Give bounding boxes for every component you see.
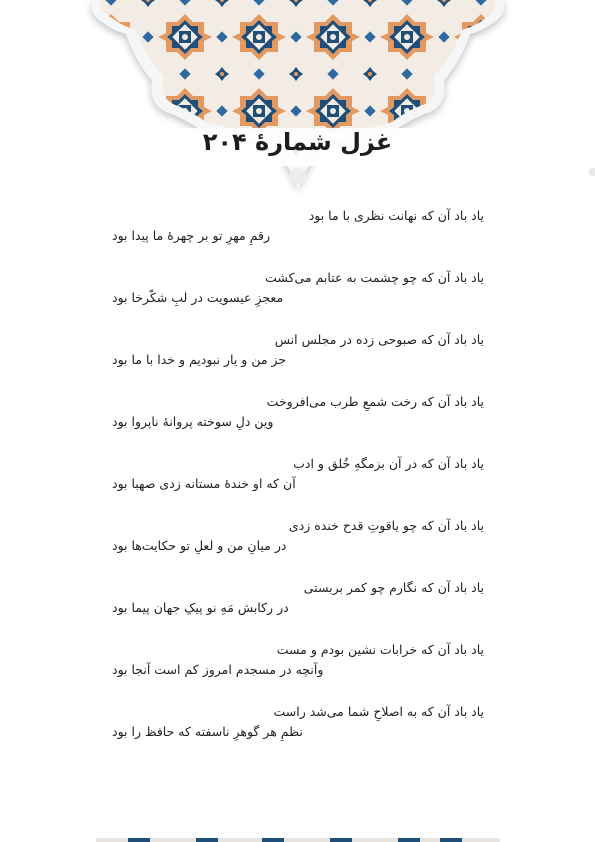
hemistich-second: در رکابش مَهِ نو پیکِ جهان پیما بود <box>112 600 289 615</box>
hemistich-first: یاد باد آن که نگارم چو کمر بربستی <box>303 580 484 595</box>
couplet <box>112 702 484 742</box>
couplet <box>112 206 484 246</box>
hemistich-first: یاد باد آن که نهانت نظری با ما بود <box>308 208 484 223</box>
hemistich-second: معجزِ عیسویت در لبِ شکّرخا بود <box>112 290 284 305</box>
couplet <box>112 392 484 432</box>
page-edge-tab <box>589 168 595 176</box>
couplet <box>112 516 484 556</box>
couplet <box>112 268 484 308</box>
hemistich-second: در میانِ من و لعلِ تو حکایت‌ها بود <box>112 538 287 553</box>
hemistich-second: وآنچه در مسجدم امروز کم است آنجا بود <box>112 662 324 677</box>
hemistich-first: یاد باد آن که رخت شمعِ طرب می‌افروخت <box>266 394 484 409</box>
hemistich-first: یاد باد آن که به اصلاحِ شما می‌شد راست <box>273 704 484 719</box>
hemistich-second: آن که او خندهٔ مستانه زدی صهبا بود <box>112 476 296 491</box>
hemistich-first: یاد باد آن که خرابات نشین بودم و مست <box>276 642 484 657</box>
couplet <box>112 640 484 680</box>
header-ornament <box>0 0 595 200</box>
footer-ornament <box>0 836 595 842</box>
couplet <box>112 578 484 618</box>
hemistich-second: وین دلِ سوخته پروانهٔ ناپروا بود <box>112 414 274 429</box>
hemistich-first: یاد باد آن که چو یاقوتِ قدح خنده زدی <box>288 518 484 533</box>
poem-title: غزل شمارهٔ ۲۰۴ <box>202 128 393 156</box>
hemistich-second: جز من و یار نبودیم و خدا با ما بود <box>112 352 287 367</box>
hemistich-first: یاد باد آن که در آن بزمگهِ خُلق و ادب <box>293 456 484 471</box>
poem-body <box>112 206 484 764</box>
hemistich-second: نظمِ هر گوهرِ ناسفته که حافظ را بود <box>112 724 303 739</box>
hemistich-second: رقمِ مهرِ تو بر چهرهٔ ما پیدا بود <box>112 228 271 243</box>
hemistich-first: یاد باد آن که چو چشمت به عتابم می‌کشت <box>265 270 484 285</box>
hemistich-first: یاد باد آن که صبوحی زده در مجلس انس <box>274 332 484 347</box>
couplet <box>112 454 484 494</box>
couplet <box>112 330 484 370</box>
